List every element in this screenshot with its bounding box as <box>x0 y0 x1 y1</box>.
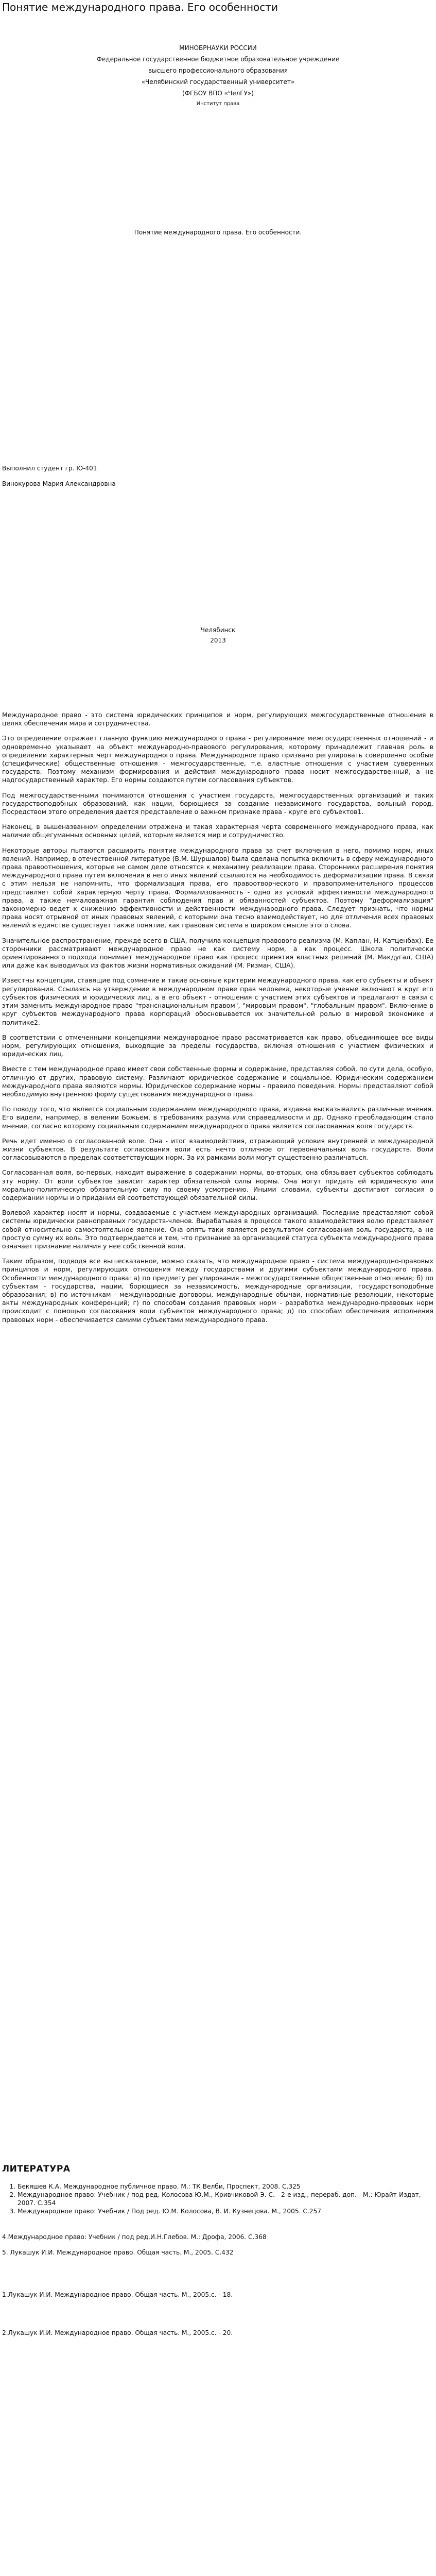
work-title: Понятие международного права. Его особенности. <box>134 229 302 236</box>
footnote: 1.Лукашук И.И. Международное право. Общая часть. М., 2005.с. - 18. <box>2 2291 233 2298</box>
literature-item: 2. Международное право: Учебник / под ред. Колосова Ю.М., Кривчиковой Э. С. - 2-е изд., перераб. доп. - М.: Юрайт-Издат, 2007. С.354 <box>18 2191 433 2207</box>
university-name: «Челябинский государственный университет» <box>141 78 295 86</box>
institution-type: Федеральное государственное бюджетное образовательное учреждение <box>96 56 340 63</box>
paragraph: Волевой характер носят и нормы, создаваемые с участием международных организаций. Последние представляют собой системы юридически равноправных государств-членов. Вырабатывая в процессе такого взаимодействия волю представляет собой относительно самостоятельное явление. Она опять-таки является результатом согласования воль государств, а не простую сумму их воль. Это подтверждается и тем, что признание за организацией статуса субъекта международного права означает признание наличия у нее собственной воли. <box>2 1209 433 1250</box>
document-title: Понятие международного права. Его особенности <box>2 1 278 13</box>
education-level: высшего профессионального образования <box>148 67 288 74</box>
paragraph: Некоторые авторы пытаются расширить понятие международного права за счет включения в него, помимо норм, иных явлений. Например, в отечественной литературе (В.М. Шуршалов) была сделана попытка включить в сферу международного права правоотношения, которые не самом деле относятся к механизму реализации права. Сторонники расширения понятия международного права путем включения в него иных явлений ссылаются на необходимость деформализации права. В связи с этим нельзя не напомнить, что формализация права, его правоотворческого и правоприменительного процессов представляет собой характерную черту права. Формализованность - одно из условий эффективности международного права, а также немаловажная гарантия соблюдения прав и обязанностей субъектов. Поэтому "деформализация" закономерно ведет к снижению эффективности и действенности международного права. Следует признать, что нормы права носят отрывной от иных правовых явлений, с которыми она тесно взаимодействует, но для отличения всех правовых явлений в единстве существует также понятие, как правовая система в широком смысле этого слова. <box>2 846 433 929</box>
main-text <box>2 711 433 1331</box>
paragraph: Речь идет именно о согласованной воле. Она - итог взаимодействия, отражающий условия внутренней и международной жизни субъектов. В результате согласования воли есть нечто отличное от первоначальных воль государств. Воли согласовываются в пределах соответствующих норм. За их рамками воли могут существенно различаться. <box>2 1137 433 1162</box>
literature-item: 5. Лукашук И.И. Международное право. Общая часть. М., 2005. С.432 <box>2 2249 234 2256</box>
literature-item: 3. Международное право: Учебник / Под ред. Ю.М. Колосова, В. И. Кузнецова. М., 2005. С.257 <box>18 2207 433 2215</box>
paragraph: Значительное распространение, прежде всего в США, получила концепция правового реализма (М. Каплан, Н. Катценбах). Ее сторонники рассматривают международное право не как систему норм, а как процесс. Школа политически ориентированного подхода понимает международное право как процесс принятия властных решений (М. Макдугал, США) или даже как выводимых из фактов жизни нормативных ожиданий (М. Ризман, США). <box>2 936 433 970</box>
paragraph: Под межгосударственными понимаются отношения с участием государств, межгосударственных организаций и таких государствоподобных образований, как нации, борющиеся за создание независимого государства, вольный город. Посредством этого определения дается представление о важном признаке права - круге его субъектов1. <box>2 791 433 816</box>
literature-item: 4.Международное право: Учебник / под ред.И.Н.Глебов. М.: Дрофа, 2006. С.368 <box>2 2233 267 2241</box>
paragraph: В соответствии с отмеченными концепциями международное право рассматривается как право, объединяющее все виды норм, регулирующих отношения, выходящие за пределы государства, включая отношения с участием физических и юридических лиц. <box>2 1033 433 1058</box>
author-performed-by: Выполнил студент гр. Ю-401 <box>2 465 97 472</box>
footnote: 2.Лукашук И.И. Международное право. Общая часть. М., 2005.с. - 20. <box>2 2329 233 2336</box>
paragraph: Вместе с тем международное право имеет свои собственные формы и содержание, представляя собой, по сути дела, особую, отличную от других, правовую систему. Различают юридическое содержание и социальное. Юридическим содержанием международного права являются нормы. Юридическое содержание нормы - правило поведения. Нормы представляют собой необходимую внутреннюю форму существования международного права. <box>2 1065 433 1098</box>
literature-item: 1. Бекяшев К.А. Международное публичное право. М.: ТК Велби, Проспект, 2008. С.325 <box>18 2182 433 2191</box>
paragraph: Наконец, в вышеназванном определении отражена и такая характерная черта современного международного права, как наличие общегуманных основных целей, которым является мир и сотрудничество. <box>2 823 433 839</box>
literature-list <box>2 2182 433 2215</box>
author-name: Винокурова Мария Александровна <box>2 480 116 487</box>
paragraph: Таким образом, подводя все вышесказанное, можно сказать, что международное право - система международно-правовых принципов и норм, регулирующих отношения между государствами и другими субъектами международного права. Особенности международного права: а) по предмету регулирования - межгосударственные общественные отношения; б) по субъектам - государства, нации, борющиеся за независимость, международные организации, государствоподобные образования; в) по источникам - международные договоры, международные обычаи, нормативные резолюции, некоторые акты международных конференций; г) по способам создания правовых норм - разработка международно-правовых норм происходит с помощью согласования воли субъектов международного права; д) по способам обеспечения исполнения правовых норм - обеспечивается самими субъектами международного права. <box>2 1257 433 1324</box>
paragraph: По поводу того, что является социальным содержанием международного права, издавна высказывались различные мнения. Его видели, например, в велении Божьем, в требованиях разума или справедливости и др. Однако преобладающим стало мнение, согласно которому социальным содержанием международного права является согласованная воля государств. <box>2 1105 433 1130</box>
year: 2013 <box>210 637 226 644</box>
paragraph: Согласованная воля, во-первых, находит выражение в содержании нормы, во-вторых, она обязывает субъектов соблюдать эту норму. От воли субъектов зависит характер обязательной силы нормы. Она могут придать ей юридическую или морально-политическую обязательную силу по своему усмотрению. Иными словами, субъекты достигают согласия о содержании нормы и о придании ей соответствующей обязательной силы. <box>2 1168 433 1201</box>
ministry-name: МИНОБРНАУКИ РОССИИ <box>179 44 257 52</box>
university-abbreviation: (ФГБОУ ВПО «ЧелГУ») <box>182 90 254 97</box>
paragraph: Это определение отражает главную функцию международного права - регулирование межгосударственных отношений - и одновременно указывает на объект международно-правового регулирования, которому принадлежит главная роль в определении характерных черт международного права. Международное право призвано регулировать совершенно особые (специфические) общественные отношения - межгосударственные, т.е. властные отношения с участием суверенных государств. Поэтому механизм формирования и действия международного права носит межгосударственный, а не надгосударственный характер. Его нормы создаются путем согласования субъектов. <box>2 734 433 784</box>
city: Челябинск <box>200 626 236 634</box>
literature-heading: ЛИТЕРАТУРА <box>2 2164 71 2174</box>
paragraph: Международное право - это система юридических принципов и норм, регулирующих межгосударственные отношения в целях обеспечения мира и сотрудничества. <box>2 711 433 727</box>
paragraph: Известны концепции, ставящие под сомнение и такие основные критерии международного права, как его субъекты и объект регулирования. Ссылаясь на утверждение в международном праве прав человека, некоторые ученые включают в круг его субъектов физических и юридических лиц, а в его объект - отношения с участием этих субъектов и предлагают в связи с этим заменить международное право "транснациональным правом", "мировым правом", "глобальным правом". Включение в круг субъектов международного права корпораций обосновывается их значительной ролью в мировой экономике и политике2. <box>2 976 433 1026</box>
institute-name: Институт права <box>196 101 240 107</box>
